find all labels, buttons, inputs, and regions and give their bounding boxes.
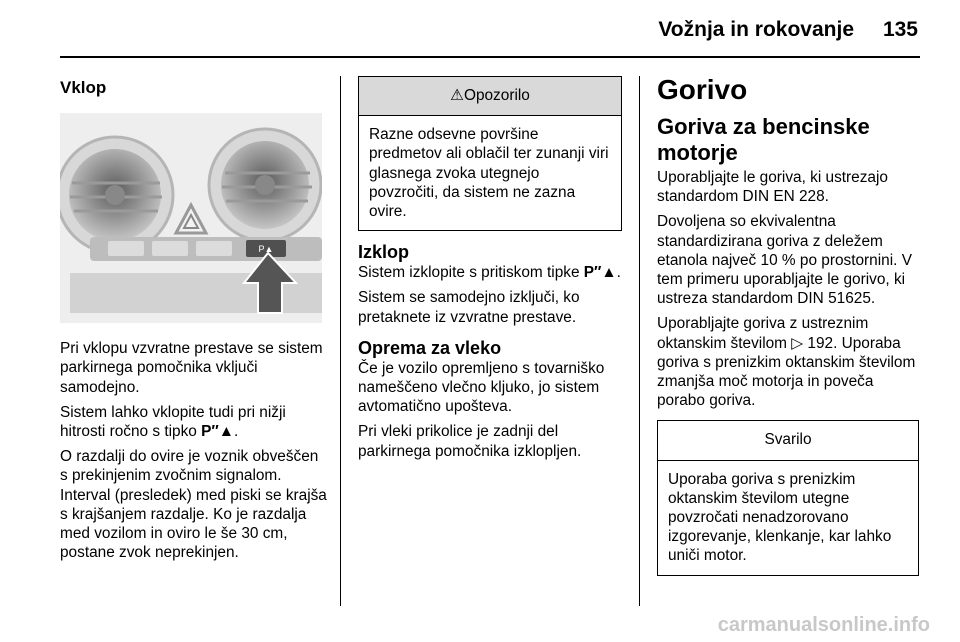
- warning-title: Opozorilo: [463, 87, 530, 104]
- column-1: [60, 78, 328, 568]
- paragraph: Uporabljajte le goriva, ki ustrezajo standardom DIN EN 228.: [657, 169, 888, 206]
- caution-box-header: Svarilo: [658, 421, 918, 460]
- section-heading-izklop: Izklop: [358, 242, 410, 263]
- warning-icon: ⚠: [450, 87, 464, 104]
- right-air-vent: [209, 129, 321, 241]
- caution-box-body: Uporaba goriva s prenizkim oktanskim številom utegne povzročati nenadzorovano izgorevanje, klenkanje, kar lahko uniči motor.: [668, 470, 892, 565]
- column-3: [657, 74, 919, 576]
- paragraph: Dovoljena so ekvivalentna standardizirana goriva z deležem etanola največ 10 % po prostornini. V tem primeru uporabljajte le gorivo, ki ustreza standardom DIN 51625.: [657, 213, 912, 308]
- svg-text:P▲: P▲: [258, 244, 274, 255]
- section-subtitle: Goriva za bencinske motorje: [657, 114, 870, 165]
- left-air-vent: [60, 137, 173, 253]
- paragraph: Sistem se samodejno izključi, ko pretaknete iz vzvratne prestave.: [358, 289, 580, 326]
- watermark: carmanualsonline.info: [717, 614, 930, 636]
- paragraph: Sistem lahko vklopite tudi pri nižji hitrosti ročno s tipko P″▲.: [60, 403, 286, 441]
- column-2: [358, 68, 622, 467]
- warning-box-body: Razne odsevne površine predmetov ali oblačil ter zunanji viri glasnega zvoka utegnejo povzročiti, da sistem ne zazna ovire.: [369, 126, 609, 221]
- warning-box: [358, 76, 622, 231]
- header-rule: [60, 56, 920, 58]
- paragraph: Uporabljajte goriva z ustreznim oktanskim številom ▷ 192. Uporaba goriva s prenizkim oktanskim številom zmanjša moč motorja in poveča porabo goriva.: [657, 315, 916, 410]
- paragraph: Pri vleki prikolice je zadnji del parkirnega pomočnika izklopljen.: [358, 423, 582, 460]
- running-header-title: Vožnja in rokovanje: [658, 18, 854, 41]
- park-assist-key-icon: P″▲: [201, 423, 235, 441]
- column-divider-2: [639, 76, 640, 606]
- caution-box: [657, 420, 919, 575]
- section-heading-oprema-za-vleko: Oprema za vleko: [358, 337, 502, 358]
- dashboard-photo: [60, 113, 322, 323]
- paragraph: Če je vozilo opremljeno s tovarniško nameščeno vlečno kljuko, jo sistem avtomatično upošteva.: [358, 359, 605, 416]
- paragraph: Pri vklopu vzvratne prestave se sistem parkirnega pomočnika vključi samodejno.: [60, 340, 323, 396]
- park-assist-key-icon: P″▲: [583, 264, 617, 282]
- section-heading-vklop: Vklop: [60, 78, 107, 97]
- paragraph: O razdalji do ovire je voznik obveščen s prekinjenim zvočnim signalom. Interval (presledek) med piski se krajša s krajšanjem razdalje. Ko je razdalja med vozilom in oviro le še 30 cm, postane zvok neprekinjen.: [60, 448, 327, 562]
- page-number: 135: [882, 18, 918, 41]
- paragraph: Sistem izklopite s pritiskom tipke P″▲.: [358, 264, 621, 282]
- page-reference-icon: ▷: [791, 334, 804, 352]
- section-title-gorivo: Gorivo: [657, 74, 748, 105]
- warning-box-header: [359, 77, 621, 116]
- column-divider-1: [340, 76, 341, 606]
